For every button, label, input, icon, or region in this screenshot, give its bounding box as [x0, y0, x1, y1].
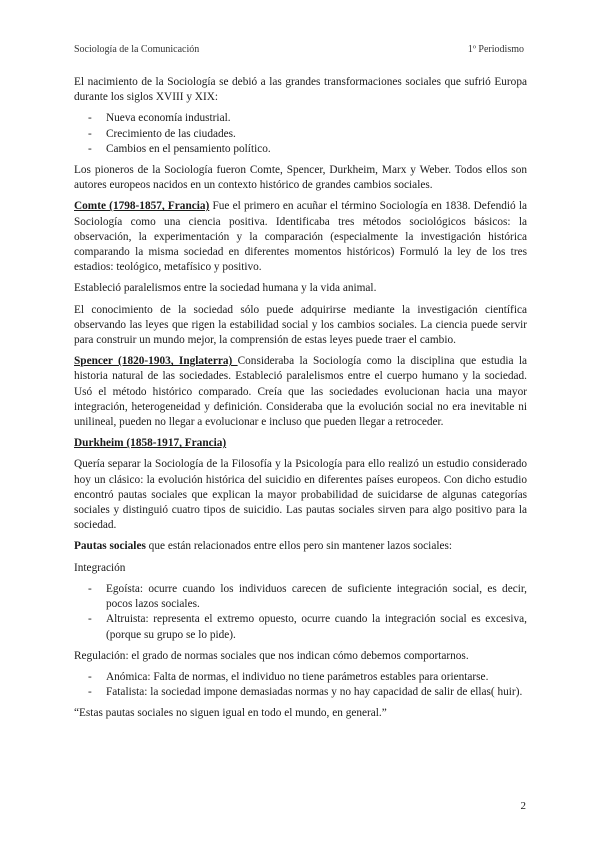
integracion-label: Integración: [74, 561, 126, 574]
regulacion-label: Regulación: el grado de normas sociales que nos indican cómo debemos comportarnos.: [74, 649, 469, 662]
pautas-label: Pautas sociales: [74, 540, 146, 553]
header-course-year: 1º Periodismo: [467, 44, 524, 55]
durkheim-heading-line: [74, 436, 527, 451]
list-item: - Fatalista: la sociedad impone demasiadas normas y no hay capacidad de salir de ellas( huir).: [88, 686, 523, 699]
list-item: - Egoísta: ocurre cuando los individuos carecen de suficiente integración social, es decir, pocos lazos sociales.: [88, 582, 527, 611]
intro-paragraph: El nacimiento de la Sociología se debió a las grandes transformaciones sociales que sufrió Europa durante los siglos XVIII y XIX:: [74, 76, 527, 104]
list-item: - Altruista: representa el extremo opuesto, ocurre cuando la integración social es excesiva, (porque su grupo se lo pide).: [88, 613, 527, 641]
comte-paragraph-2: Estableció paralelismos entre la sociedad humana y la vida animal.: [74, 282, 377, 295]
body-content: [74, 75, 527, 728]
quote-paragraph: “Estas pautas sociales no siguen igual en todo el mundo, en general.”: [74, 707, 387, 720]
list-item: - Cambios en el pensamiento político.: [88, 142, 271, 155]
regulacion-list: [74, 670, 527, 700]
list-item: - Crecimiento de las ciudades.: [88, 127, 236, 140]
comte-heading: Comte (1798-1857, Francia): [74, 200, 210, 213]
pautas-paragraph: Pautas sociales que están relacionados entre ellos pero sin mantener lazos sociales:: [74, 540, 453, 553]
pioneers-paragraph: Los pioneros de la Sociología fueron Comte, Spencer, Durkheim, Marx y Weber. Todos ellos son autores europeos nacidos en un contexto histórico de grandes cambios sociales.: [74, 164, 527, 192]
causes-list: [74, 111, 527, 157]
spencer-heading: Spencer (1820-1903, Inglaterra): [74, 355, 238, 368]
list-item: - Nueva economía industrial.: [88, 112, 231, 125]
header-course-title: Sociología de la Comunicación: [74, 44, 200, 55]
comte-paragraph-3: El conocimiento de la sociedad sólo puede adquirirse mediante la investigación científica observando las leyes que rigen la estabilidad social y los cambios sociales. La ciencia puede servir para construir un mundo mejor, la comprensión de estas leyes puede traer el cambio.: [74, 303, 527, 347]
comte-paragraph: Comte (1798-1857, Francia) Fue el primero en acuñar el término Sociología en 1838. Defendió la Sociología como una ciencia positiva. Identificaba tres métodos sociológicos básicos: la observación, la experimentación y la comparación (especialmente la investigación histórica comparando la misma sociedad en diferentes momentos históricos) Formuló la ley de los tres estadios: teológico, metafísico y positivo.: [74, 200, 528, 274]
page-number: 2: [520, 800, 526, 812]
list-item: - Anómica: Falta de normas, el individuo no tiene parámetros estables para orientarse.: [88, 670, 489, 683]
durkheim-heading: Durkheim (1858-1917, Francia): [74, 437, 227, 450]
spencer-paragraph: Spencer (1820-1903, Inglaterra) Consideraba la Sociología como la disciplina que estudia la historia natural de las sociedades. Estableció paralelismos entre el cuerpo humano y la sociedad. Usó el método histórico comparado. Creía que las sociedades evolucionan hacia una mayor integración, heterogeneidad y definición. Consideraba que la evolución social no era inevitable ni unilineal, pueden no llegar a evolucionar e incluso que pueden llegar a retroceder.: [74, 355, 527, 429]
integracion-list: [74, 582, 527, 643]
durkheim-paragraph: Quería separar la Sociología de la Filosofía y la Psicología para ello realizó un estudio considerado hoy un clásico: la evolución histórica del suicidio en diferentes países europeos. Con dicho estudio encontró pautas sociales que explican la mayor probabilidad de suicidarse de algunas categorías sociales y distinguió cuatro tipos de suicidio. Las pautas sociales sirven para algo positivo para la sociedad.: [74, 458, 527, 532]
